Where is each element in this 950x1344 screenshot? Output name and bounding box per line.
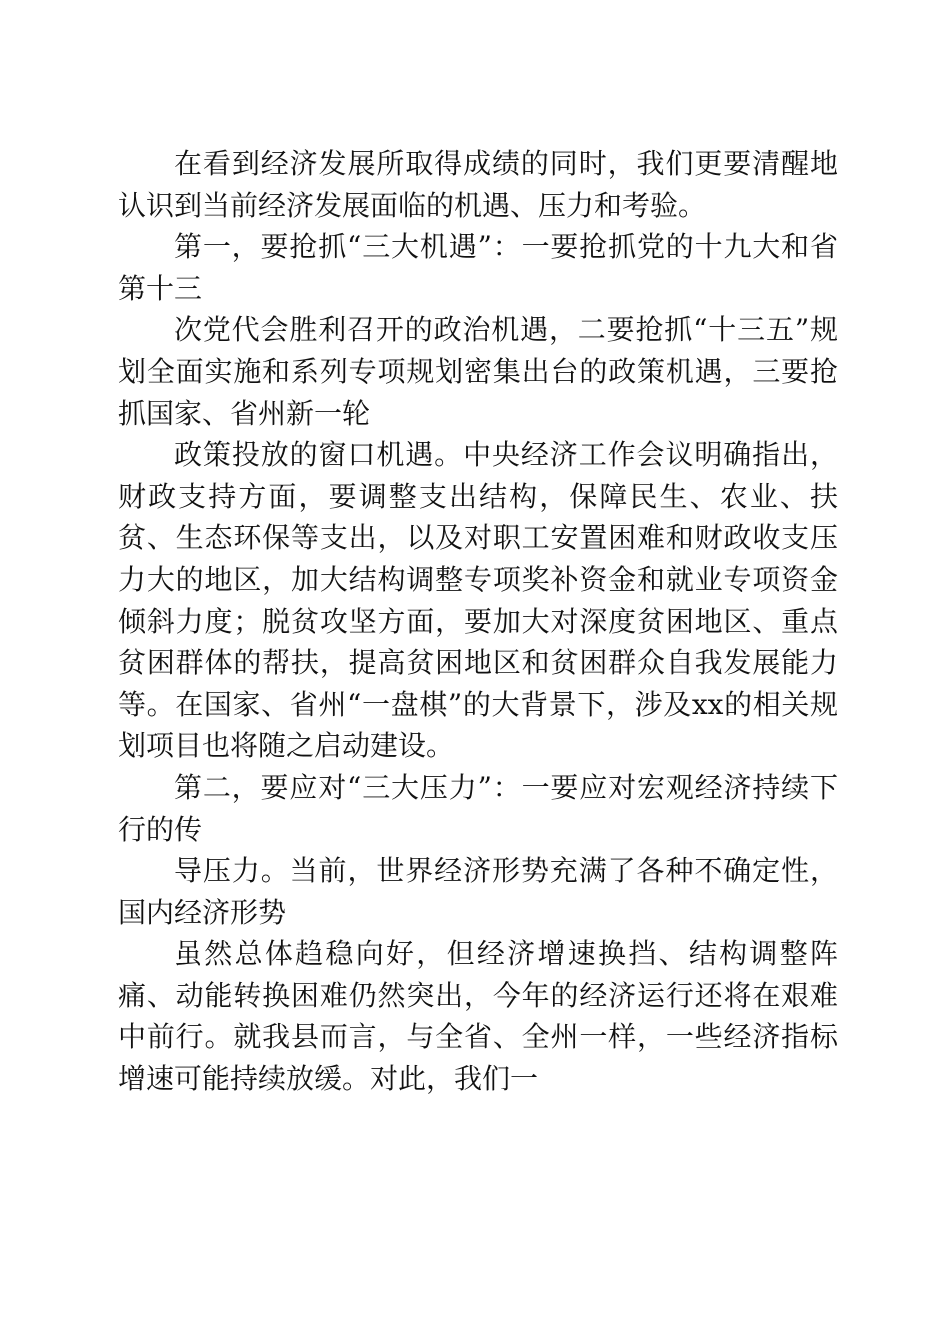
paragraph-opportunities-intro: 在看到经济发展所取得成绩的同时，我们更要清醒地认识到当前经济发展面临的机遇、压力和考验。 — [118, 147, 838, 222]
paragraph-second-point-continued: 导压力。当前，世界经济形势充满了各种不确定性，国内经济形势 — [118, 854, 838, 929]
paragraph-economic-situation: 虽然总体趋稳向好，但经济增速换挡、结构调整阵痛、动能转换困难仍然突出，今年的经济运行还将在艰难中前行。就我县而言，与全省、全州一样，一些经济指标增速可能持续放缓。对此，我们一 — [118, 937, 838, 1096]
body-text — [118, 143, 838, 1100]
paragraph-first-point-continued: 次党代会胜利召开的政治机遇，二要抢抓“十三五”规划全面实施和系列专项规划密集出台的政策机遇，三要抢抓国家、省州新一轮 — [118, 313, 838, 430]
paragraph-first-point: 第一，要抢抓“三大机遇”：一要抢抓党的十九大和省第十三 — [118, 230, 838, 305]
paragraph-second-point: 第二，要应对“三大压力”：一要应对宏观经济持续下行的传 — [118, 770, 838, 846]
paragraph-policy-window: 政策投放的窗口机遇。中央经济工作会议明确指出，财政支持方面，要调整支出结构，保障民生、农业、扶贫、生态环保等支出，以及对职工安置困难和财政收支压力大的地区，加大结构调整专项奖补资金和就业专项资金倾斜力度；脱贫攻坚方面，要加大对深度贫困地区、重点贫困群体的帮扶，提高贫困地区和贫困群众自我发展能力等。在国家、省州“一盘棋”的大背景下，涉及xx的相关规划项目也将随之启动建设。 — [118, 438, 838, 763]
